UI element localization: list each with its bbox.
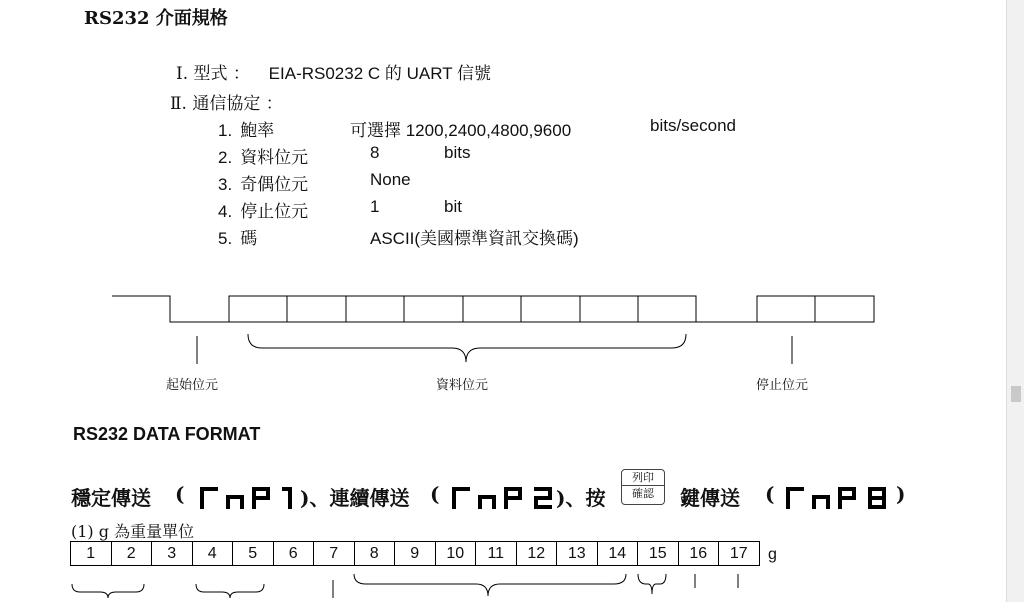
unit-note: (1) g 為重量單位 bbox=[71, 522, 195, 541]
cell-14: 14 bbox=[597, 542, 638, 566]
cell-15: 15 bbox=[638, 542, 679, 566]
seven-seg-code-3 bbox=[782, 485, 894, 511]
seven-seg-code-1 bbox=[196, 485, 306, 511]
spec-item-2-value: 8 bbox=[370, 143, 380, 162]
spec-item-3: 3. 奇偶位元 bbox=[218, 175, 309, 195]
paren-open-1: ( bbox=[175, 482, 185, 506]
key-send-label: 鍵傳送 bbox=[680, 486, 740, 510]
type-label: Ⅰ. 型式 ： bbox=[176, 64, 250, 84]
cell-9: 9 bbox=[395, 542, 436, 566]
cell-5: 5 bbox=[233, 542, 274, 566]
spec-item-4-unit: bit bbox=[444, 197, 462, 216]
cell-12: 12 bbox=[516, 542, 557, 566]
brace-cells-4-5 bbox=[196, 584, 264, 598]
sep1-line: )、連續傳送 bbox=[300, 486, 410, 510]
transfer-modes-line bbox=[71, 482, 151, 512]
print-confirm-key-icon: 列印 確認 bbox=[621, 469, 665, 505]
brace-cell-15 bbox=[638, 574, 666, 594]
cell-8: 8 bbox=[354, 542, 395, 566]
cell-4: 4 bbox=[192, 542, 233, 566]
type-value: EIA-RS0232 C 的 UART 信號 bbox=[268, 64, 491, 83]
spec-item-5-value: ASCII(美國標準資訊交換碼) bbox=[370, 229, 579, 248]
brace-cells-1-2 bbox=[72, 584, 144, 598]
start-bit-waveform bbox=[112, 296, 229, 322]
stop-bit-label: 停止位元 bbox=[756, 378, 809, 393]
seven-seg-code-2 bbox=[448, 485, 560, 511]
cell-16: 16 bbox=[678, 542, 719, 566]
sep2-line: )、按 bbox=[556, 486, 606, 510]
data-bits-brace bbox=[248, 334, 686, 362]
cell-11: 11 bbox=[476, 542, 517, 566]
type-line bbox=[176, 59, 491, 84]
spec-item-3-value: None bbox=[370, 170, 411, 189]
spec-item-1: 1. 鮑率 bbox=[218, 121, 275, 141]
cell-10: 10 bbox=[435, 542, 476, 566]
paren-close-3: ) bbox=[896, 482, 906, 506]
data-format-title: RS232 DATA FORMAT bbox=[73, 424, 261, 444]
uart-timing-diagram bbox=[0, 280, 900, 380]
vertical-scrollbar[interactable] bbox=[1006, 0, 1024, 602]
cell-2: 2 bbox=[111, 542, 152, 566]
unit-g-suffix: g bbox=[768, 546, 777, 563]
cell-7: 7 bbox=[314, 542, 355, 566]
spec-item-5: 5. 碼 bbox=[218, 229, 258, 249]
cell-17: 17 bbox=[719, 542, 760, 566]
spec-item-2: 2. 資料位元 bbox=[218, 148, 309, 168]
cell-6: 6 bbox=[273, 542, 314, 566]
paren-open-3: ( bbox=[765, 482, 775, 506]
page-title: RS232 介面規格 bbox=[84, 8, 228, 29]
cell-group-braces bbox=[0, 566, 800, 602]
spec-item-4: 4. 停止位元 bbox=[218, 202, 309, 222]
protocol-label: Ⅱ. 通信協定 ： bbox=[170, 94, 283, 114]
spec-item-1-value: 可選擇 1200,2400,4800,9600 bbox=[350, 121, 572, 140]
paren-open-2: ( bbox=[430, 482, 440, 506]
cell-13: 13 bbox=[557, 542, 598, 566]
data-format-cells bbox=[70, 541, 760, 566]
stable-send-label: 穩定傳送 bbox=[71, 486, 151, 510]
cell-1: 1 bbox=[71, 542, 112, 566]
spec-item-1-unit: bits/second bbox=[650, 116, 736, 135]
scroll-thumb[interactable] bbox=[1011, 386, 1021, 402]
data-bits-label: 資料位元 bbox=[436, 378, 489, 393]
spec-item-2-unit: bits bbox=[444, 143, 471, 162]
brace-cells-8-14 bbox=[354, 574, 626, 596]
cell-3: 3 bbox=[152, 542, 193, 566]
start-bit-label: 起始位元 bbox=[166, 378, 219, 393]
spec-item-4-value: 1 bbox=[370, 197, 380, 216]
